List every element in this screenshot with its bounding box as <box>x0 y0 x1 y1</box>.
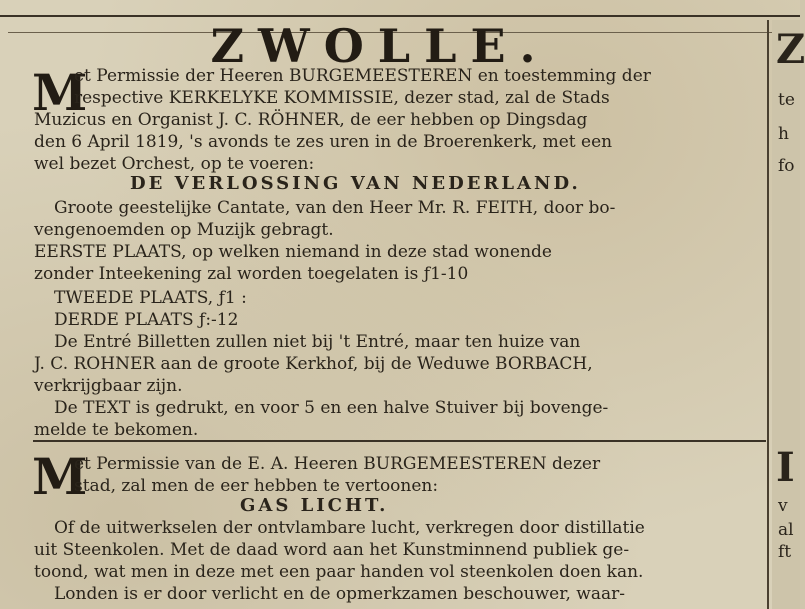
notice-line: wel bezet Orchest, op te voeren: <box>34 154 315 174</box>
notice-line: EERSTE PLAATS, op welken niemand in deze stad wonende <box>34 242 552 262</box>
notice-line: et Permissie der Heeren BURGEMEESTEREN en toestemming der <box>74 66 651 86</box>
column-fragment-text: al <box>778 520 794 540</box>
notice-line: et Permissie van de E. A. Heeren BURGEMEESTEREN dezer <box>74 454 601 474</box>
column-fragment-text: I <box>776 444 795 491</box>
notice-line: uit Steenkolen. Met de daad word aan het Kunstminnend publiek ge- <box>34 540 630 560</box>
top-rule <box>0 15 800 17</box>
notice-line: toond, wat men in deze met een paar handen vol steenkolen doen kan. <box>34 562 644 582</box>
notice-line: melde te bekomen. <box>34 420 199 440</box>
notice-line: respective KERKELYKE KOMMISSIE, dezer stad, zal de Stads <box>74 88 610 108</box>
notice-line: verkrijgbaar zijn. <box>34 376 183 396</box>
notice-line: zonder Inteekening zal worden toegelaten is ƒ1-10 <box>34 264 469 284</box>
notice-line: vengenoemden op Muzijk gebragt. <box>34 220 334 240</box>
masthead-title: ZWOLLE. <box>210 19 550 73</box>
notice-line: De TEXT is gedrukt, en voor 5 en een halve Stuiver bij bovenge- <box>54 398 609 418</box>
notice-line: De Entré Billetten zullen niet bij 't Entré, maar ten huize van <box>54 332 581 352</box>
drop-cap: M <box>32 63 88 122</box>
notice-line: stad, zal men de eer hebben te vertoonen: <box>74 476 439 496</box>
notice-line: den 6 April 1819, 's avonds te zes uren in de Broerenkerk, met een <box>34 132 613 152</box>
drop-cap: M <box>32 447 88 506</box>
notice-line: DERDE PLAATS ƒ:-12 <box>54 310 239 330</box>
notice-separator <box>33 440 766 442</box>
notice-line: Muzicus en Organist J. C. RÖHNER, de eer hebben op Dingsdag <box>34 110 588 130</box>
notice-line: TWEEDE PLAATS, ƒ1 : <box>54 288 247 308</box>
column-fragment-text: fo <box>778 156 795 176</box>
notice-title: GAS LICHT. <box>240 495 389 516</box>
notice-title: DE VERLOSSING VAN NEDERLAND. <box>130 173 581 194</box>
column-fragment-text: v <box>778 496 788 516</box>
notice-line: J. C. ROHNER aan de groote Kerkhof, bij de Weduwe BORBACH, <box>34 354 593 374</box>
adjacent-column-fragment <box>772 20 805 609</box>
notice-line: Londen is er door verlicht en de opmerkzamen beschouwer, waar- <box>54 584 625 604</box>
notice-line: Groote geestelijke Cantate, van den Heer Mr. R. FEITH, door bo- <box>54 198 616 218</box>
column-fragment-text: Z <box>776 26 805 73</box>
column-fragment-text: ft <box>778 542 792 562</box>
column-fragment-text: te <box>778 90 795 110</box>
notice-line: Of de uitwerkselen der ontvlambare lucht, verkregen door distillatie <box>54 518 645 538</box>
column-rule <box>767 20 769 609</box>
column-fragment-text: h <box>778 124 789 144</box>
